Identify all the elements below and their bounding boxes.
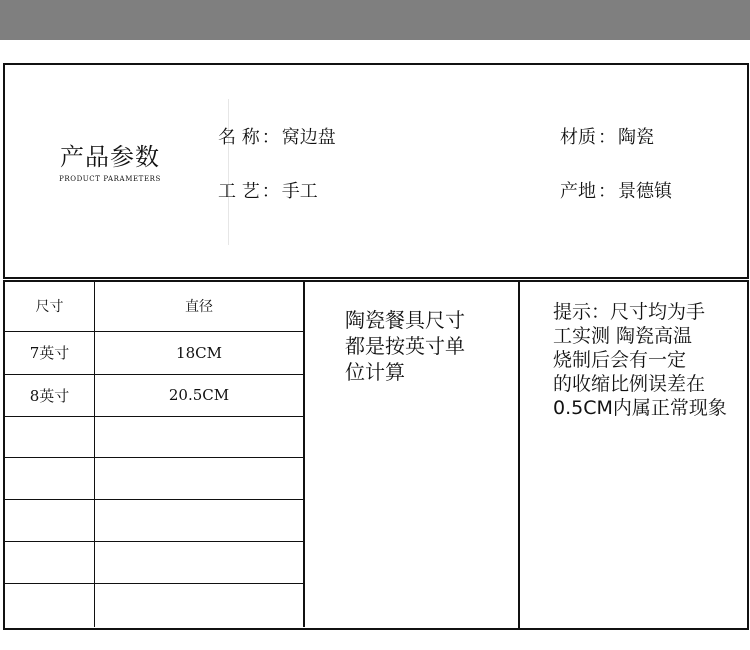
- heading-divider: [228, 99, 229, 245]
- tip-note-line: 0.5CM内属正常现象: [553, 397, 727, 419]
- size-cell: [5, 499, 95, 541]
- craft-value: 手工: [281, 181, 318, 202]
- header-size: 尺寸: [5, 282, 95, 331]
- craft-separator: ：: [261, 181, 280, 202]
- size-cell: 7英寸: [5, 331, 95, 374]
- diameter-cell: 18CM: [95, 331, 305, 374]
- origin-label: 产地: [560, 181, 596, 202]
- origin-value: 景德镇: [618, 181, 672, 202]
- name-label: 名 称: [218, 127, 260, 148]
- diameter-cell: [95, 499, 305, 541]
- table-row: [5, 499, 304, 541]
- diameter-cell: [95, 457, 305, 499]
- parameters-heading: [55, 143, 165, 183]
- size-cell: [5, 457, 95, 499]
- table-row: [5, 416, 304, 457]
- header-diameter: 直径: [95, 282, 305, 331]
- inch-note: [345, 307, 485, 385]
- material-separator: ：: [598, 127, 616, 148]
- parameters-title-cn: 产品参数: [60, 143, 160, 171]
- diameter-cell: 20.5CM: [95, 374, 305, 416]
- diameter-cell: [95, 583, 305, 627]
- column-divider: [518, 282, 520, 628]
- inch-note-line: 位计算: [345, 360, 405, 384]
- tip-note-line: 提示：尺寸均为手: [553, 301, 706, 323]
- inch-note-line: 陶瓷餐具尺寸: [345, 308, 465, 332]
- material-label: 材质: [560, 127, 596, 148]
- size-table: [5, 282, 305, 627]
- tip-note-line: 工实测 陶瓷高温: [553, 325, 693, 347]
- inch-note-line: 都是按英寸单: [345, 334, 465, 358]
- craft-label: 工 艺: [218, 181, 260, 202]
- name-separator: ：: [261, 127, 280, 148]
- size-info-panel: [3, 280, 749, 630]
- size-cell: 8英寸: [5, 374, 95, 416]
- table-row: [5, 583, 304, 627]
- material-field: [560, 127, 654, 149]
- name-field: [218, 127, 336, 149]
- name-value: 窝边盘: [281, 127, 336, 148]
- craft-field: [218, 181, 318, 203]
- table-header-row: [5, 282, 304, 331]
- origin-separator: ：: [598, 181, 616, 202]
- table-row: [5, 374, 304, 416]
- size-cell: [5, 541, 95, 583]
- product-parameters-panel: [3, 63, 749, 279]
- size-cell: [5, 583, 95, 627]
- parameters-title-en: PRODUCT PARAMETERS: [59, 175, 161, 183]
- table-row: [5, 541, 304, 583]
- tip-note-line: 烧制后会有一定: [553, 349, 687, 371]
- tip-note: [553, 300, 733, 420]
- diameter-cell: [95, 416, 305, 457]
- table-row: [5, 457, 304, 499]
- diameter-cell: [95, 541, 305, 583]
- material-value: 陶瓷: [618, 127, 654, 148]
- top-banner: [0, 0, 750, 40]
- tip-note-line: 的收缩比例误差在: [553, 373, 706, 395]
- size-cell: [5, 416, 95, 457]
- origin-field: [560, 181, 672, 203]
- table-row: [5, 331, 304, 374]
